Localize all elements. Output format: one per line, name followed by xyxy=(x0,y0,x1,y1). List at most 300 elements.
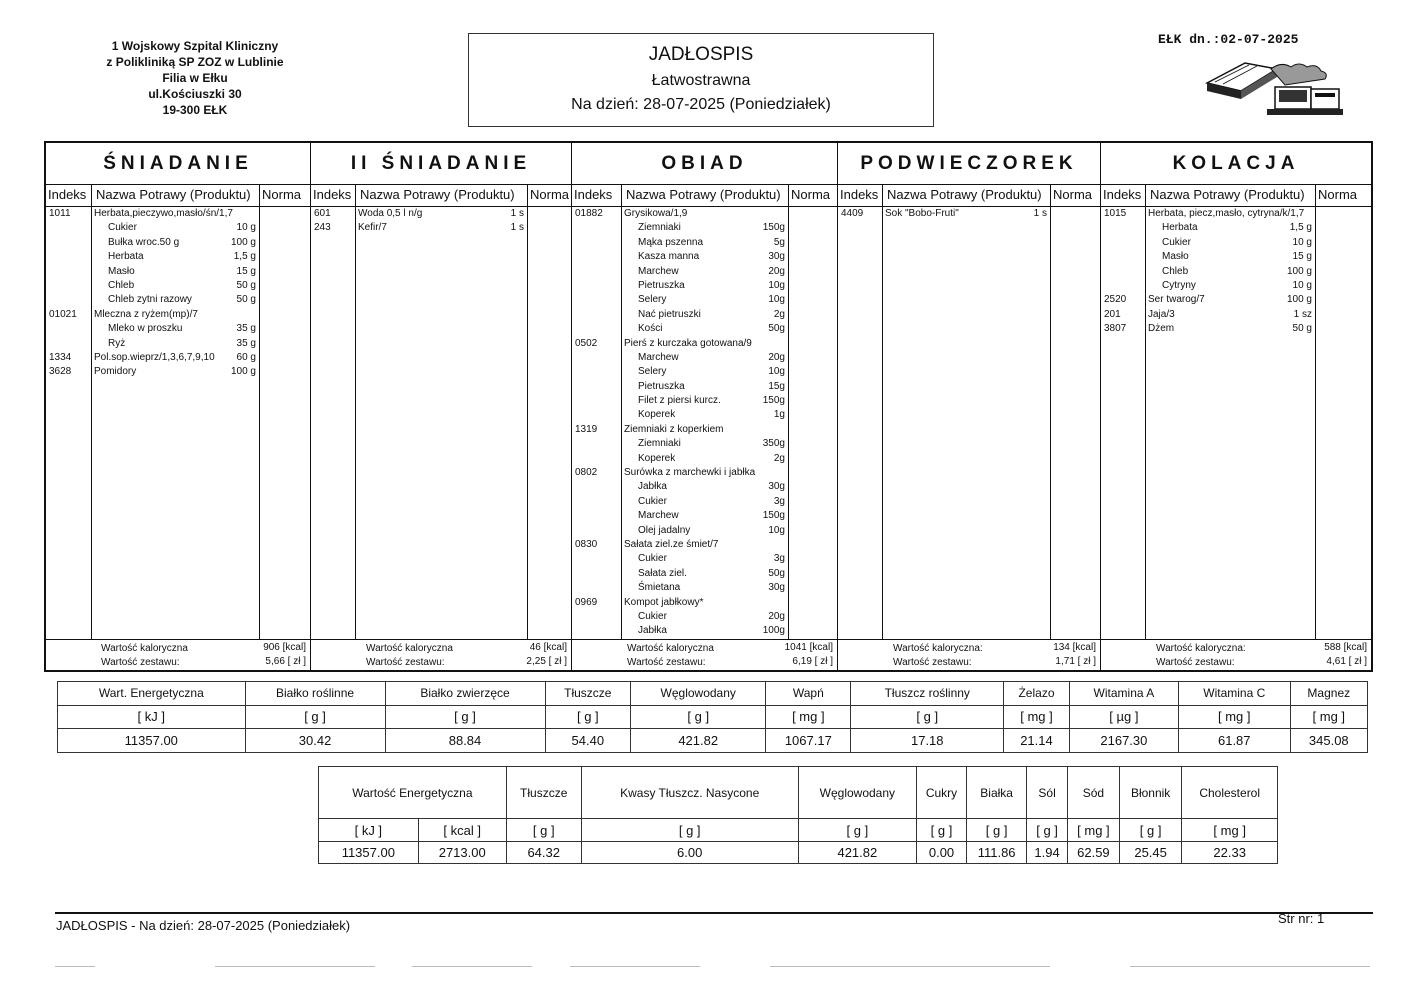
nutrient-unit: [ mg ] xyxy=(1004,705,1070,729)
meal-item-row xyxy=(572,538,837,552)
nutrient-unit: [ µg ] xyxy=(1069,705,1178,729)
item-norm: 1 s xyxy=(510,222,524,234)
item-name: Sok "Bobo-Fruti" xyxy=(885,208,959,219)
item-norm: 50 g xyxy=(236,294,256,306)
calorie-value: 588 [kcal] xyxy=(1324,642,1367,653)
item-name: Mleko w proszku xyxy=(108,323,183,335)
nutrient-header: Białko zwierzęce xyxy=(385,682,545,706)
item-norm: 10 g xyxy=(1292,279,1312,291)
meal-summary xyxy=(1101,639,1371,670)
column-header-row xyxy=(311,184,571,207)
item-name: Nać pietruszki xyxy=(638,308,701,320)
calorie-label: Wartość kaloryczna xyxy=(627,643,714,654)
nutrient-value: 21.14 xyxy=(1004,729,1070,753)
item-name: Marchew xyxy=(638,265,679,277)
nutrient-value: 62.59 xyxy=(1067,841,1119,863)
calorie-label: Wartość kaloryczna xyxy=(366,643,453,654)
item-index: 3807 xyxy=(1104,323,1127,335)
meal-item-row xyxy=(572,279,837,293)
meal-item-row xyxy=(46,337,310,351)
meal-item-row xyxy=(572,351,837,365)
meal-item-row xyxy=(572,365,837,379)
nutrient-value: 88.84 xyxy=(385,729,545,753)
item-name: Cukier xyxy=(638,610,667,622)
meal-item-row xyxy=(1101,236,1371,250)
meal-item-row xyxy=(46,293,310,307)
nutrient-header: Żelazo xyxy=(1004,682,1070,706)
nutrition-table-1 xyxy=(57,681,1368,753)
nutrient-value: 111.86 xyxy=(967,841,1027,863)
column-header-name: Nazwa Potrawy (Produktu) xyxy=(360,187,515,202)
item-name: Cukier xyxy=(108,222,137,234)
item-name: Cytryny xyxy=(1162,279,1196,291)
meal-item-list xyxy=(838,207,1100,221)
cost-value: 6,19 [ zł ] xyxy=(792,656,833,667)
footer-rule xyxy=(55,912,1373,914)
nutrient-header: Cukry xyxy=(916,767,966,819)
nutrient-unit: [ mg ] xyxy=(1182,819,1278,841)
item-index: 0969 xyxy=(575,596,598,608)
item-norm: 100 g xyxy=(1286,265,1312,277)
meal-item-row xyxy=(572,408,837,422)
cost-label: Wartość zestawu: xyxy=(101,657,180,668)
item-index: 0502 xyxy=(575,337,598,349)
item-name: Filet z piersi kurcz. xyxy=(638,395,721,407)
meal-item-row xyxy=(572,207,837,221)
column-header-name: Nazwa Potrawy (Produktu) xyxy=(96,187,251,202)
calorie-value: 1041 [kcal] xyxy=(784,642,833,653)
cost-label: Wartość zestawu: xyxy=(1156,657,1235,668)
column-header-index: Indeks xyxy=(574,187,613,202)
item-index: 1011 xyxy=(49,208,71,219)
item-norm: 350g xyxy=(762,438,785,450)
nutrition-unit-row xyxy=(58,705,1368,729)
item-norm: 5g xyxy=(773,236,785,248)
meal-item-list xyxy=(1101,207,1371,337)
nutrition-value-row xyxy=(319,841,1278,863)
item-name: Pierś z kurczaka gotowana/9 xyxy=(624,337,752,349)
item-name: Ziemniaki z koperkiem xyxy=(624,423,724,435)
item-name: Marchew xyxy=(638,510,679,522)
item-name: Chleb zytni razowy xyxy=(108,294,192,306)
item-norm: 1 s xyxy=(510,208,524,219)
item-name: Jabłka xyxy=(638,481,667,493)
column-header-index: Indeks xyxy=(48,187,87,202)
calorie-label: Wartość kaloryczna: xyxy=(1156,643,1246,654)
item-norm: 30g xyxy=(768,582,785,594)
item-name: Masło xyxy=(108,265,135,277)
item-index: 1319 xyxy=(575,423,598,435)
meal-item-row xyxy=(572,437,837,451)
nutrition-table-2 xyxy=(318,766,1278,864)
item-norm: 100 g xyxy=(230,236,256,248)
item-norm: 1g xyxy=(773,409,785,421)
item-name: Chleb xyxy=(1162,265,1189,277)
item-norm: 35 g xyxy=(236,323,256,335)
meal-item-row xyxy=(1101,265,1371,279)
nutrient-unit: [ g ] xyxy=(385,705,545,729)
meal-title: KOLACJA xyxy=(1172,153,1300,174)
item-index: 4409 xyxy=(841,208,864,219)
calorie-value: 46 [kcal] xyxy=(529,642,567,653)
meal-item-row xyxy=(311,221,571,235)
nutrient-value: 421.82 xyxy=(798,841,916,863)
item-name: Ser twarog/7 xyxy=(1148,294,1205,306)
item-norm: 10g xyxy=(768,294,785,306)
meal-item-row xyxy=(46,207,310,221)
nutrient-header: Węglowodany xyxy=(631,682,766,706)
item-norm: 30g xyxy=(768,251,785,263)
item-index: 601 xyxy=(314,208,331,219)
item-norm: 150g xyxy=(762,395,785,407)
item-index: 0830 xyxy=(575,538,598,550)
meal-item-row xyxy=(572,524,837,538)
meal-summary xyxy=(311,639,571,670)
nutrient-unit: [ g ] xyxy=(581,819,798,841)
item-name: Herbata xyxy=(108,251,144,263)
hospital-line: 1 Wojskowy Szpital Kliniczny xyxy=(111,39,279,53)
item-index: 243 xyxy=(314,222,331,234)
nutrient-header: Tłuszcz roślinny xyxy=(851,682,1004,706)
item-name: Pietruszka xyxy=(638,279,685,291)
item-norm: 2g xyxy=(773,308,785,320)
item-name: Śmietana xyxy=(638,582,681,594)
nutrient-unit: [ kcal ] xyxy=(418,819,506,841)
item-name: Chleb xyxy=(108,279,135,291)
item-name: Dżem xyxy=(1148,323,1175,335)
page-number: Str nr: 1 xyxy=(1278,911,1325,926)
nutrient-unit: [ mg ] xyxy=(766,705,851,729)
meal-item-row xyxy=(311,207,571,221)
column-divider xyxy=(882,184,883,640)
nutrient-unit: [ g ] xyxy=(851,705,1004,729)
item-name: Kefir/7 xyxy=(358,222,387,234)
column-header-index: Indeks xyxy=(1103,187,1142,202)
meal-item-row xyxy=(1101,250,1371,264)
item-norm: 2g xyxy=(773,452,785,464)
nutrient-header: Białka xyxy=(967,767,1027,819)
nutrient-value: 421.82 xyxy=(631,729,766,753)
item-norm: 100 g xyxy=(1286,294,1312,306)
item-name: Grysikowa/1,9 xyxy=(624,208,688,219)
item-name: Koperek xyxy=(638,452,676,464)
item-norm: 10g xyxy=(768,366,785,378)
meal-item-row xyxy=(572,250,837,264)
item-name: Sałata ziel. xyxy=(638,567,687,579)
item-name: Ryż xyxy=(108,337,126,349)
item-norm: 35 g xyxy=(236,337,256,349)
item-name: Sałata ziel.ze śmiet/7 xyxy=(624,538,719,550)
meal-item-row xyxy=(1101,221,1371,235)
column-header-row xyxy=(572,184,837,207)
nutrient-value: 54.40 xyxy=(545,729,631,753)
meal-item-row xyxy=(572,480,837,494)
item-name: Cukier xyxy=(1162,236,1191,248)
diet-name: Łatwostrawna xyxy=(651,72,751,89)
meal-item-row xyxy=(572,322,837,336)
calorie-label: Wartość kaloryczna xyxy=(101,643,188,654)
item-name: Herbata,pieczywo,masło/śn/1,7 xyxy=(94,208,233,219)
column-divider xyxy=(355,184,356,640)
meal-title: OBIAD xyxy=(661,153,748,174)
item-norm: 1 s xyxy=(1033,208,1047,219)
nutrient-value: 2713.00 xyxy=(418,841,506,863)
item-name: Mąka pszenna xyxy=(638,236,704,248)
meal-item-row xyxy=(1101,322,1371,336)
meal-item-row xyxy=(572,293,837,307)
meal-item-row xyxy=(1101,279,1371,293)
meal-item-row xyxy=(572,581,837,595)
item-norm: 10g xyxy=(768,279,785,291)
item-index: 01021 xyxy=(49,308,77,320)
nutrient-value: 22.33 xyxy=(1182,841,1278,863)
nutrient-value: 0.00 xyxy=(916,841,966,863)
item-name: Cukier xyxy=(638,495,667,507)
item-norm: 3g xyxy=(773,553,785,565)
meal-item-row xyxy=(572,394,837,408)
item-norm: 150g xyxy=(762,510,785,522)
cost-value: 4,61 [ zł ] xyxy=(1326,656,1367,667)
meal-item-row xyxy=(572,236,837,250)
meal-item-row xyxy=(46,236,310,250)
hospital-line: 19-300 EŁK xyxy=(162,103,228,117)
item-name: Herbata xyxy=(1162,222,1198,234)
nutrient-value: 1067.17 xyxy=(766,729,851,753)
meal-item-row xyxy=(46,351,310,365)
item-norm: 20g xyxy=(768,610,785,622)
column-header-norm: Norma xyxy=(1318,187,1358,202)
item-name: Kości xyxy=(638,323,663,335)
nutrient-unit: [ g ] xyxy=(916,819,966,841)
nutrient-header: Wartość Energetyczna xyxy=(319,767,507,819)
nutrient-value: 25.45 xyxy=(1119,841,1181,863)
meal-title: II ŚNIADANIE xyxy=(350,153,532,174)
nutrient-header: Tłuszcze xyxy=(545,682,631,706)
item-norm: 100 g xyxy=(230,366,256,378)
scan-mark xyxy=(1130,966,1370,967)
page-title: JADŁOSPIS xyxy=(648,44,754,65)
title-box xyxy=(468,33,934,127)
nutrient-unit: [ g ] xyxy=(967,819,1027,841)
meal-summary xyxy=(46,639,310,670)
meal-column xyxy=(572,143,838,670)
nutrient-header: Węglowodany xyxy=(798,767,916,819)
column-header-name: Nazwa Potrawy (Produktu) xyxy=(1150,187,1305,202)
nutrient-unit: [ g ] xyxy=(1119,819,1181,841)
item-norm: 1,5 g xyxy=(1289,222,1312,234)
item-index: 201 xyxy=(1104,308,1121,320)
cost-label: Wartość zestawu: xyxy=(893,657,972,668)
item-name: Herbata, piecz,masło, cytryna/k/1,7 xyxy=(1148,208,1305,219)
hospital-address xyxy=(60,38,330,118)
cost-label: Wartość zestawu: xyxy=(366,657,445,668)
meal-column xyxy=(46,143,311,670)
item-norm: 60 g xyxy=(236,351,256,363)
item-name: Masło xyxy=(1162,251,1189,263)
column-header-index: Indeks xyxy=(313,187,352,202)
item-name: Selery xyxy=(638,294,667,306)
meal-item-list xyxy=(311,207,571,236)
meal-item-row xyxy=(838,207,1100,221)
nutrient-unit: [ mg ] xyxy=(1067,819,1119,841)
footer-text: JADŁOSPIS - Na dzień: 28-07-2025 (Poniedziałek) xyxy=(56,918,351,933)
meal-item-row xyxy=(572,423,837,437)
computer-book-logo-icon xyxy=(1205,55,1345,117)
meal-item-row xyxy=(572,552,837,566)
item-name: Pol.sop.wieprz/1,3,6,7,9,10 xyxy=(94,351,215,363)
nutrient-unit: [ kJ ] xyxy=(319,819,419,841)
meal-item-row xyxy=(572,624,837,638)
meal-item-row xyxy=(572,452,837,466)
nutrient-header: Witamina C xyxy=(1178,682,1290,706)
item-name: Kasza manna xyxy=(638,251,700,263)
hospital-line: z Polikliniką SP ZOZ w Lublinie xyxy=(106,55,284,69)
item-name: Woda 0,5 l n/g xyxy=(358,208,423,219)
hospital-line: ul.Kościuszki 30 xyxy=(148,87,242,101)
item-name: Kompot jabłkowy* xyxy=(624,596,704,608)
nutrient-value: 6.00 xyxy=(581,841,798,863)
item-norm: 15g xyxy=(768,380,785,392)
meal-item-row xyxy=(572,596,837,610)
item-index: 2520 xyxy=(1104,294,1127,306)
column-header-index: Indeks xyxy=(840,187,879,202)
column-header-norm: Norma xyxy=(791,187,831,202)
calorie-value: 134 [kcal] xyxy=(1053,642,1096,653)
nutrient-value: 345.08 xyxy=(1290,729,1367,753)
item-index: 1334 xyxy=(49,351,72,363)
meal-column xyxy=(838,143,1101,670)
item-norm: 50 g xyxy=(1292,323,1312,335)
column-header-row xyxy=(46,184,310,207)
item-name: Koperek xyxy=(638,409,676,421)
nutrient-header: Białko roślinne xyxy=(245,682,385,706)
cost-value: 1,71 [ zł ] xyxy=(1055,656,1096,667)
nutrient-unit: [ mg ] xyxy=(1290,705,1367,729)
meal-item-row xyxy=(572,380,837,394)
calorie-value: 906 [kcal] xyxy=(263,642,306,653)
item-name: Surówka z marchewki i jabłka xyxy=(624,467,756,479)
column-header-row xyxy=(1101,184,1371,207)
meal-item-row xyxy=(46,250,310,264)
nutrient-value: 11357.00 xyxy=(58,729,246,753)
nutrient-unit: [ kJ ] xyxy=(58,705,246,729)
nutrition-header-row xyxy=(319,767,1278,819)
nutrition-value-row xyxy=(58,729,1368,753)
item-norm: 10g xyxy=(768,524,785,536)
scan-mark xyxy=(570,966,700,967)
nutrient-unit: [ g ] xyxy=(245,705,385,729)
item-norm: 15 g xyxy=(236,265,256,277)
nutrient-header: Cholesterol xyxy=(1182,767,1278,819)
column-header-name: Nazwa Potrawy (Produktu) xyxy=(887,187,1042,202)
nutrient-value: 1.94 xyxy=(1027,841,1068,863)
meal-item-row xyxy=(572,337,837,351)
item-norm: 20g xyxy=(768,351,785,363)
nutrient-unit: [ g ] xyxy=(798,819,916,841)
item-norm: 1 sz xyxy=(1293,308,1312,320)
item-name: Jaja/3 xyxy=(1148,308,1175,320)
item-name: Marchew xyxy=(638,351,679,363)
meal-item-row xyxy=(46,221,310,235)
meal-item-row xyxy=(572,509,837,523)
scan-mark xyxy=(412,966,532,967)
item-name: Ziemniaki xyxy=(638,438,681,450)
nutrient-unit: [ g ] xyxy=(545,705,631,729)
nutrient-value: 17.18 xyxy=(851,729,1004,753)
item-name: Pietruszka xyxy=(638,380,685,392)
column-header-norm: Norma xyxy=(262,187,302,202)
item-norm: 30g xyxy=(768,481,785,493)
meal-item-row xyxy=(572,567,837,581)
item-norm: 150g xyxy=(762,222,785,234)
meal-item-row xyxy=(46,365,310,379)
meal-item-list xyxy=(572,207,837,639)
scan-mark xyxy=(55,966,95,967)
nutrient-header: Wapń xyxy=(766,682,851,706)
meal-summary xyxy=(838,639,1100,670)
meal-title: ŚNIADANIE xyxy=(103,153,253,174)
scan-mark xyxy=(770,966,1050,967)
cost-value: 5,66 [ zł ] xyxy=(265,656,306,667)
nutrient-value: 2167.30 xyxy=(1069,729,1178,753)
item-name: Selery xyxy=(638,366,667,378)
nutrient-unit: [ mg ] xyxy=(1178,705,1290,729)
calorie-label: Wartość kaloryczna: xyxy=(893,643,983,654)
column-header-norm: Norma xyxy=(1053,187,1093,202)
meal-item-row xyxy=(572,610,837,624)
item-name: Olej jadalny xyxy=(638,524,691,536)
nutrient-value: 11357.00 xyxy=(319,841,419,863)
meal-title: PODWIECZOREK xyxy=(860,153,1078,174)
meal-item-row xyxy=(572,221,837,235)
meal-item-row xyxy=(46,265,310,279)
meal-item-row xyxy=(46,279,310,293)
item-norm: 20g xyxy=(768,265,785,277)
column-header-norm: Norma xyxy=(530,187,570,202)
nutrition-unit-row xyxy=(319,819,1278,841)
item-norm: 10 g xyxy=(236,222,256,234)
cost-value: 2,25 [ zł ] xyxy=(526,656,567,667)
item-name: Cukier xyxy=(638,553,667,565)
meal-item-list xyxy=(46,207,310,380)
item-index: 3628 xyxy=(49,366,72,378)
print-date: EŁK dn.:02-07-2025 xyxy=(1158,32,1299,47)
meal-item-row xyxy=(572,308,837,322)
meal-item-row xyxy=(46,322,310,336)
cost-label: Wartość zestawu: xyxy=(627,657,706,668)
nutrient-unit: [ g ] xyxy=(1027,819,1068,841)
item-norm: 10 g xyxy=(1292,236,1312,248)
item-name: Mleczna z ryżem(mp)/7 xyxy=(94,308,198,320)
item-name: Pomidory xyxy=(94,366,137,378)
nutrient-header: Sól xyxy=(1027,767,1068,819)
column-divider xyxy=(527,184,528,640)
item-norm: 3g xyxy=(773,495,785,507)
nutrient-header: Błonnik xyxy=(1119,767,1181,819)
item-index: 1015 xyxy=(1104,208,1127,219)
menu-date: Na dzień: 28-07-2025 (Poniedziałek) xyxy=(571,96,831,113)
item-norm: 50 g xyxy=(236,279,256,291)
item-name: Bułka wroc.50 g xyxy=(108,236,180,248)
nutrition-header-row xyxy=(58,682,1368,706)
meal-column xyxy=(311,143,572,670)
item-index: 01882 xyxy=(575,208,603,219)
meal-item-row xyxy=(1101,207,1371,221)
nutrient-header: Kwasy Tłuszcz. Nasycone xyxy=(581,767,798,819)
nutrient-header: Wart. Energetyczna xyxy=(58,682,246,706)
nutrient-value: 64.32 xyxy=(506,841,581,863)
item-norm: 100g xyxy=(762,625,785,637)
